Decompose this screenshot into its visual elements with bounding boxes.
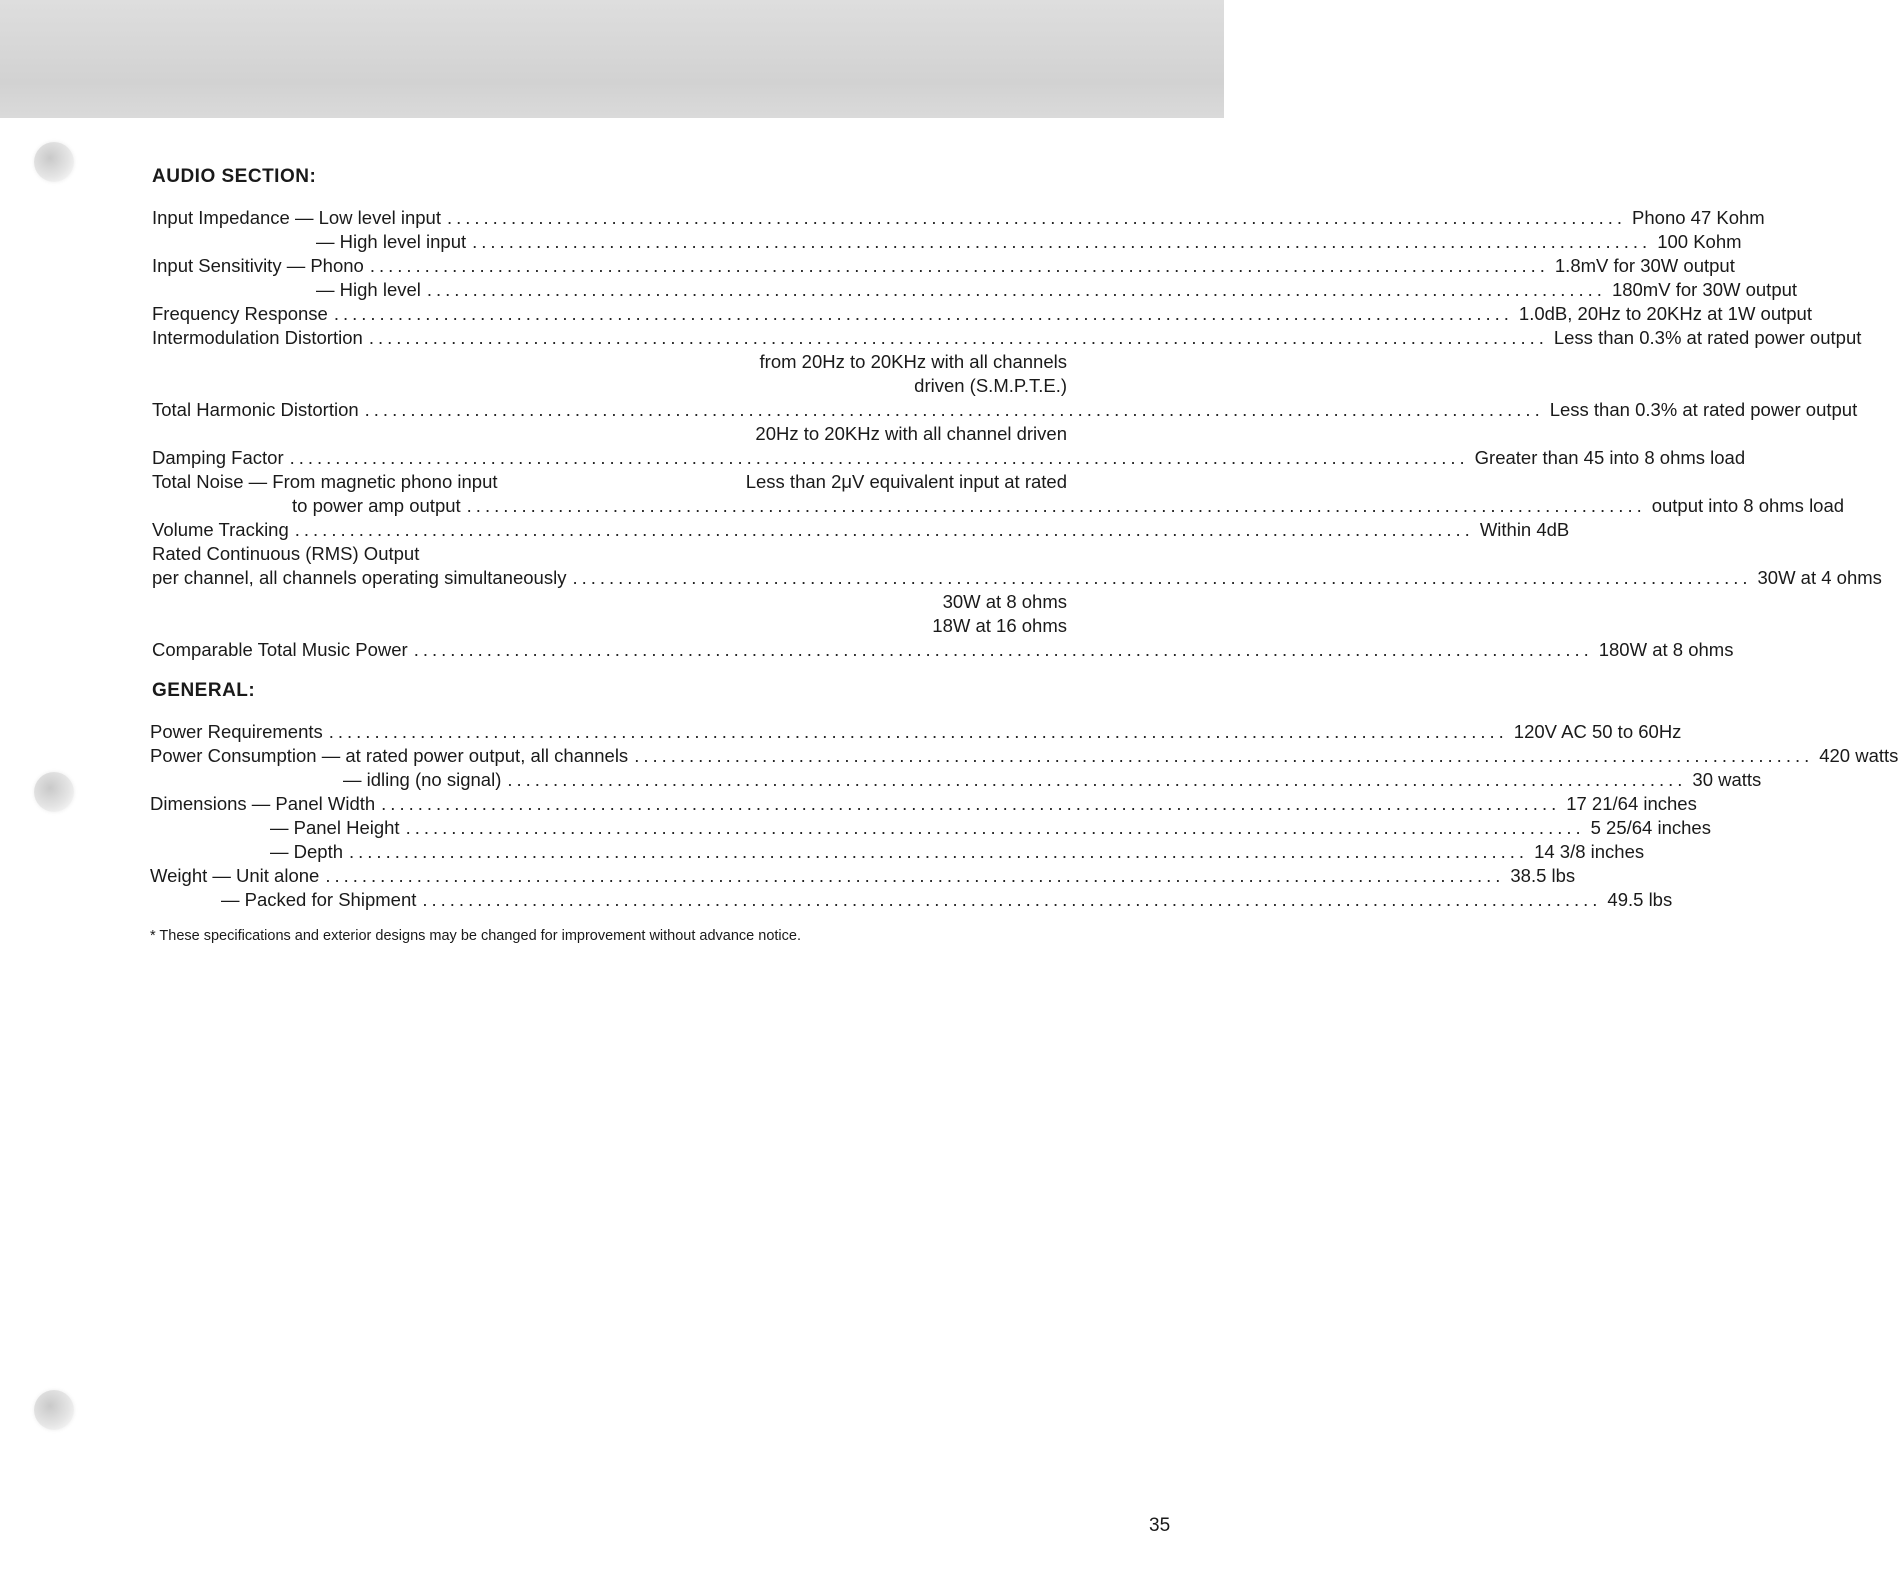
leader-dots: ................................................................................................................................. xyxy=(364,399,1544,420)
spec-value: output into 8 ohms load xyxy=(1651,495,1845,516)
binder-hole-middle xyxy=(34,772,74,812)
spec-label: Total Harmonic Distortion xyxy=(152,399,359,420)
footnote: * These specifications and exterior designs may be changed for improvement without advance notice. xyxy=(150,928,801,944)
spec-label: Comparable Total Music Power xyxy=(152,639,408,660)
spec-value: 5 25/64 inches xyxy=(1590,817,1711,838)
spec-value-continuation: 20Hz to 20KHz with all channel driven xyxy=(755,423,1067,444)
spec-label: — Packed for Shipment xyxy=(221,889,417,910)
leader-dots: ................................................................................................................................. xyxy=(507,769,1687,790)
spec-value: 17 21/64 inches xyxy=(1566,793,1697,814)
spec-value: Within 4dB xyxy=(1479,519,1570,540)
leader-dots: ................................................................................................................................. xyxy=(328,721,1508,742)
spec-row xyxy=(152,638,1734,662)
spec-row xyxy=(150,792,1697,816)
spec-label: Power Consumption — at rated power output, all channels xyxy=(150,745,629,766)
spec-value-continuation: 30W at 8 ohms xyxy=(942,591,1067,612)
spec-row xyxy=(270,840,1645,864)
leader-dots: ................................................................................................................................. xyxy=(381,793,1561,814)
spec-row xyxy=(152,566,1882,590)
page-number: 35 xyxy=(1149,1515,1171,1536)
spec-label: Weight — Unit alone xyxy=(150,865,320,886)
spec-label: — Depth xyxy=(270,841,344,862)
general-section-heading: GENERAL: xyxy=(152,680,256,701)
spec-value: Less than 0.3% at rated power output xyxy=(1553,327,1862,348)
binder-hole-bottom xyxy=(34,1390,74,1430)
spec-value: 100 Kohm xyxy=(1657,231,1742,252)
spec-value: Less than 0.3% at rated power output xyxy=(1549,399,1858,420)
spec-label: Frequency Response xyxy=(152,303,328,324)
spec-row xyxy=(152,446,1746,470)
spec-label: Volume Tracking xyxy=(152,519,289,540)
spec-label: — High level input xyxy=(316,231,467,252)
spec-row xyxy=(152,254,1735,278)
spec-value: Phono 47 Kohm xyxy=(1632,207,1765,228)
spec-label: Power Requirements xyxy=(150,721,323,742)
leader-dots: ................................................................................................................................. xyxy=(349,841,1529,862)
leader-dots: ................................................................................................................................. xyxy=(572,567,1752,588)
spec-row xyxy=(152,518,1570,542)
leader-dots: ................................................................................................................................. xyxy=(333,303,1513,324)
spec-label: Dimensions — Panel Width xyxy=(150,793,376,814)
leader-dots: ................................................................................................................................. xyxy=(446,207,1627,228)
leader-dots: ................................................................................................................................. xyxy=(422,889,1602,910)
spec-row xyxy=(221,888,1673,912)
spec-value: 120V AC 50 to 60Hz xyxy=(1513,721,1682,742)
spec-value: 180mV for 30W output xyxy=(1611,279,1798,300)
spec-label: Input Impedance — Low level input xyxy=(152,207,441,228)
spec-value: Less than 2μV equivalent input at rated xyxy=(745,471,1067,492)
spec-label: Input Sensitivity — Phono xyxy=(152,255,364,276)
binder-hole-top xyxy=(34,142,74,182)
spec-value: 30 watts xyxy=(1692,769,1762,790)
spec-row xyxy=(343,768,1762,792)
leader-dots: ................................................................................................................................. xyxy=(368,327,1548,348)
leader-dots: ................................................................................................................................. xyxy=(294,519,1474,540)
spec-value: 1.8mV for 30W output xyxy=(1554,255,1735,276)
spec-row xyxy=(152,398,1858,422)
spec-label: Damping Factor xyxy=(152,447,284,468)
spec-value: 420 watts xyxy=(1819,745,1898,766)
spec-label: — High level xyxy=(316,279,421,300)
spec-row xyxy=(270,816,1711,840)
spec-row xyxy=(292,494,1845,518)
leader-dots: ................................................................................................................................. xyxy=(413,639,1593,660)
spec-label: — Panel Height xyxy=(270,817,400,838)
spec-row xyxy=(152,326,1862,350)
spec-value-continuation: from 20Hz to 20KHz with all channels xyxy=(759,351,1067,372)
spec-label: to power amp output xyxy=(292,495,461,516)
leader-dots: ................................................................................................................................. xyxy=(289,447,1469,468)
leader-dots: ................................................................................................................................. xyxy=(405,817,1585,838)
spec-row xyxy=(150,864,1576,888)
spec-value-continuation: 18W at 16 ohms xyxy=(932,615,1067,636)
spec-row xyxy=(150,720,1682,744)
spec-label: per channel, all channels operating simultaneously xyxy=(152,567,567,588)
spec-value: 180W at 8 ohms xyxy=(1598,639,1734,660)
leader-dots: ................................................................................................................................. xyxy=(426,279,1606,300)
spec-value: 38.5 lbs xyxy=(1510,865,1576,886)
spec-row xyxy=(316,230,1742,254)
spec-label: Total Noise — From magnetic phono input xyxy=(152,471,498,492)
spec-value: 1.0dB, 20Hz to 20KHz at 1W output xyxy=(1518,303,1812,324)
spec-label: — idling (no signal) xyxy=(343,769,502,790)
leader-dots: ................................................................................................................................. xyxy=(466,495,1646,516)
leader-dots: ................................................................................................................................. xyxy=(634,745,1814,766)
spec-label: Rated Continuous (RMS) Output xyxy=(152,543,420,564)
spec-value: 14 3/8 inches xyxy=(1534,841,1645,862)
spec-row xyxy=(316,278,1798,302)
spec-value: 30W at 4 ohms xyxy=(1757,567,1882,588)
leader-dots: ................................................................................................................................. xyxy=(472,231,1652,252)
leader-dots: ................................................................................................................................. xyxy=(369,255,1549,276)
spec-value-continuation: driven (S.M.P.T.E.) xyxy=(914,375,1067,396)
spec-row xyxy=(150,744,1898,768)
spec-row xyxy=(152,206,1765,230)
spec-row xyxy=(152,302,1812,326)
scan-top-band xyxy=(0,0,1224,118)
spec-value: Greater than 45 into 8 ohms load xyxy=(1474,447,1746,468)
audio-section-heading: AUDIO SECTION: xyxy=(152,166,317,187)
spec-value: 49.5 lbs xyxy=(1607,889,1673,910)
spec-label: Intermodulation Distortion xyxy=(152,327,363,348)
leader-dots: ................................................................................................................................. xyxy=(325,865,1505,886)
